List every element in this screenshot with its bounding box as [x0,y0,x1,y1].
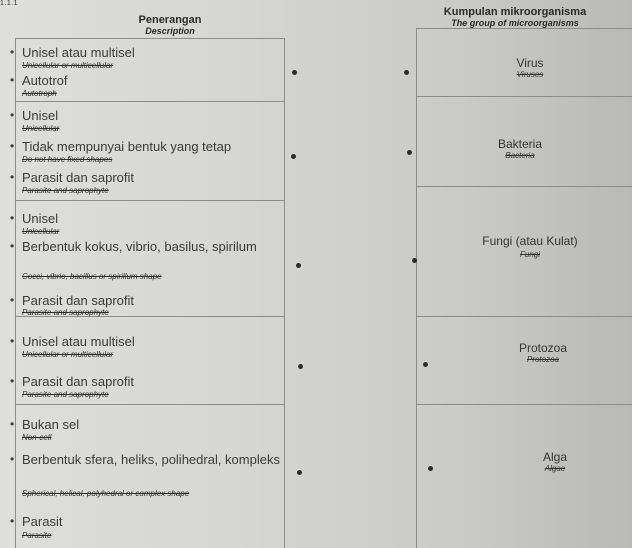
description-item [10,108,59,123]
left-column-divider [284,38,285,548]
description-text: Berbentuk kokus, vibrio, basilus, spirilum [22,239,257,254]
description-translation: Unicellular or multicellular [22,350,114,359]
description-item [10,139,232,154]
description-text: Tidak mempunyai bentuk yang tetap [22,139,232,154]
right-row-rule-3 [416,316,632,317]
group-header-subtitle: The group of microorganisms [451,18,579,28]
description-item [10,514,63,529]
left-match-dot[interactable] [291,154,296,159]
left-header-rule [15,38,285,39]
description-item [10,334,135,349]
group-translation: Viruses [516,70,544,79]
description-header-subtitle: Description [145,26,195,36]
description-item [10,417,80,432]
bullet-icon: • [10,139,15,153]
group-item [470,56,590,79]
bullet-icon: • [10,374,15,388]
group-item [460,137,580,160]
right-row-rule-4 [416,404,632,405]
description-text: Autotrof [22,73,68,88]
group-item [480,232,580,259]
group-translation: Bacteria [505,151,535,160]
description-text: Parasit dan saprofit [22,170,135,185]
description-translation: Unicellular [22,124,60,133]
group-name: Protozoa [518,341,568,355]
description-text: Parasit dan saprofit [22,374,135,389]
group-header-title: Kumpulan mikroorganisma [443,6,587,18]
bullet-icon: • [10,73,15,87]
description-translation: Non-cell [22,433,52,442]
description-column-header [80,14,260,37]
description-item [10,239,272,254]
description-text: Unisel atau multisel [22,45,135,60]
left-row-rule-1 [15,101,285,102]
group-name: Alga [542,450,568,464]
description-translation: Parasite and saprophyte [22,308,109,317]
group-translation: Fungi [519,250,540,259]
description-translation: Parasite and saprophyte [22,390,109,399]
description-item [10,211,59,226]
description-item [10,73,68,88]
right-match-dot[interactable] [423,362,428,367]
group-translation: Protozoa [526,355,560,364]
bullet-icon: • [10,417,15,431]
right-match-dot[interactable] [407,150,412,155]
left-match-dot[interactable] [292,70,297,75]
bullet-icon: • [10,334,15,348]
group-translation: Algae [544,464,566,473]
bullet-icon: • [10,293,15,307]
right-match-dot[interactable] [428,466,433,471]
right-header-rule [416,28,632,29]
description-item [10,45,135,60]
group-item [500,450,610,473]
right-column-border [416,28,417,548]
description-text: Unisel [22,211,59,226]
right-match-dot[interactable] [404,70,409,75]
description-translation: Spherical, helical, polyhedral or complex shape [22,489,190,498]
group-column-header [415,6,615,29]
bullet-icon: • [10,452,15,466]
description-translation: Cocci, vibrio, bacillus or spirillum shape [22,272,162,281]
description-text: Unisel [22,108,59,123]
description-translation: Unicellular or multicellular [22,61,114,70]
left-match-dot[interactable] [298,364,303,369]
description-text: Bukan sel [22,417,80,432]
description-item [10,452,284,467]
bullet-icon: • [10,514,15,528]
group-name: Virus [516,56,544,70]
exercise-number: 1.1.1 [0,0,19,7]
description-item [10,374,135,389]
left-table-border [15,38,16,548]
bullet-icon: • [10,170,15,184]
description-header-title: Penerangan [138,14,202,26]
left-row-rule-4 [15,404,285,405]
description-text: Parasit dan saprofit [22,293,135,308]
description-translation: Unicellular [22,227,60,236]
group-name: Bakteria [497,137,543,151]
bullet-icon: • [10,45,15,59]
left-match-dot[interactable] [296,263,301,268]
bullet-icon: • [10,239,15,253]
description-translation: Autotroph [22,89,57,98]
bullet-icon: • [10,211,15,225]
description-translation: Parasite and saprophyte [22,186,109,195]
right-match-dot[interactable] [412,258,417,263]
description-translation: Do not have fixed shapes [22,155,113,164]
description-translation: Parasite [22,531,52,540]
description-text: Parasit [22,514,63,529]
left-match-dot[interactable] [297,470,302,475]
left-row-rule-2 [15,200,285,201]
group-name: Fungi (atau Kulat) [482,234,578,248]
right-row-rule-2 [416,186,632,187]
bullet-icon: • [10,108,15,122]
group-item [488,341,598,364]
description-text: Berbentuk sfera, heliks, polihedral, kompleks [22,452,280,467]
description-item [10,293,135,308]
description-item [10,170,135,185]
description-text: Unisel atau multisel [22,334,135,349]
right-row-rule-1 [416,96,632,97]
